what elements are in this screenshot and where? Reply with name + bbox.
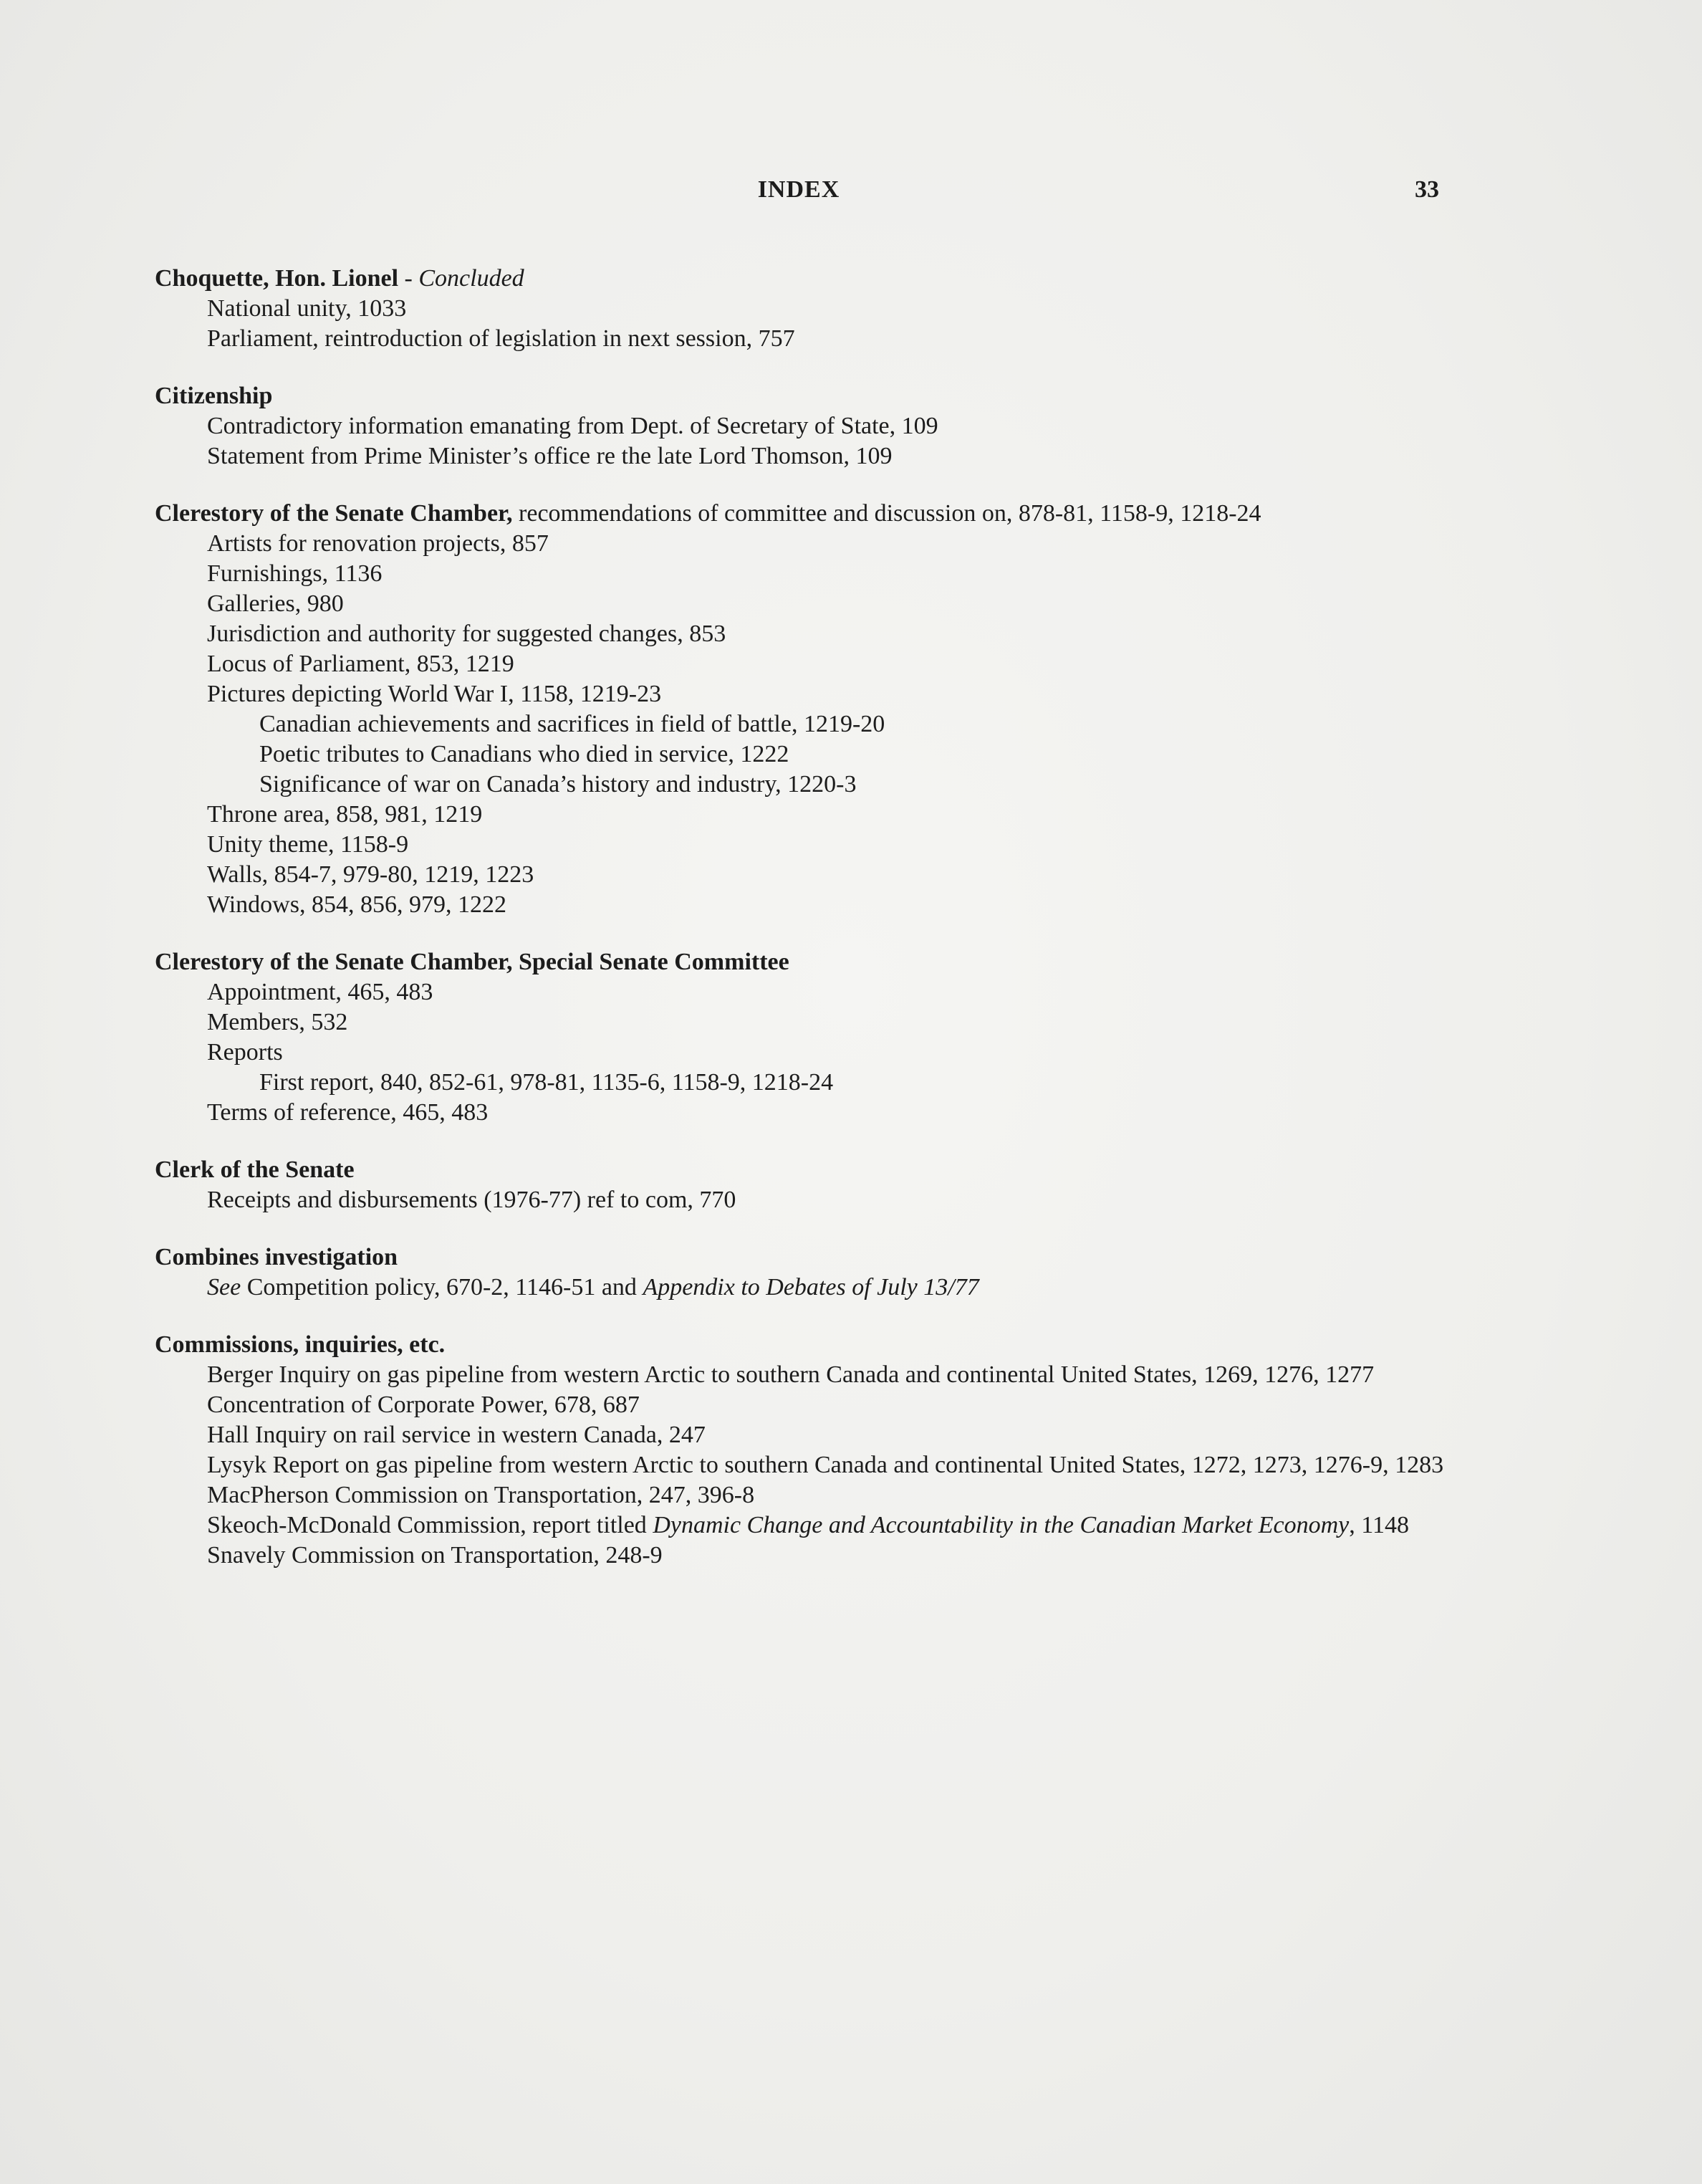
index-entry (155, 1510, 1451, 1541)
index-entry: Windows, 854, 856, 979, 1222 (207, 891, 506, 918)
index-entry: Terms of reference, 465, 483 (207, 1099, 489, 1126)
index-heading (155, 1242, 1451, 1273)
index-section (155, 1155, 1451, 1215)
index-entry: National unity, 1033 (207, 295, 407, 322)
index-entry: Unity theme, 1158-9 (207, 831, 409, 858)
entry-text-part: , 1148 (1349, 1512, 1410, 1538)
index-entry: Throne area, 858, 981, 1219 (207, 801, 483, 828)
index-entry: Walls, 854-7, 979-80, 1219, 1223 (207, 861, 534, 888)
index-entry: Appointment, 465, 483 (207, 979, 433, 1005)
index-entry: Parliament, reintroduction of legislation in next session, 757 (207, 325, 795, 352)
index-section (155, 947, 1451, 1128)
index-section (155, 264, 1451, 354)
heading-term: Clerestory of the Senate Chamber, Special Senate Committee (155, 949, 789, 975)
entry-text-part: Skeoch-McDonald Commission, report titled (207, 1512, 653, 1538)
index-section (155, 1242, 1451, 1303)
index-subentry: Canadian achievements and sacrifices in field of battle, 1219-20 (259, 711, 885, 737)
index-heading (155, 1330, 1451, 1360)
page-number: 33 (1415, 176, 1439, 203)
index-entry: Locus of Parliament, 853, 1219 (207, 651, 514, 677)
index-entry: Receipts and disbursements (1976-77) ref to com, 770 (207, 1187, 736, 1213)
heading-term: Clerestory of the Senate Chamber, (155, 500, 513, 527)
entry-text-part: See (207, 1274, 241, 1301)
index-entry: Furnishings, 1136 (207, 560, 383, 587)
heading-term: Combines investigation (155, 1244, 398, 1270)
index-subentry: Poetic tributes to Canadians who died in service, 1222 (259, 741, 789, 767)
index-heading (155, 381, 1451, 411)
heading-term: Clerk of the Senate (155, 1156, 355, 1183)
heading-detail: recommendations of committee and discussion on, 878-81, 1158-9, 1218-24 (512, 500, 1261, 527)
index-entry: Statement from Prime Minister’s office re the late Lord Thomson, 109 (207, 443, 893, 469)
index-entry: Lysyk Report on gas pipeline from western Arctic to southern Canada and continental United States, 1272, 1273, 1276-9, 1283 (207, 1452, 1444, 1478)
index-entry: Pictures depicting World War I, 1158, 1219-23 (207, 681, 662, 707)
index-subentry: First report, 840, 852-61, 978-81, 1135-6, 1158-9, 1218-24 (259, 1069, 834, 1096)
index-entry: Jurisdiction and authority for suggested changes, 853 (207, 621, 726, 647)
index-section (155, 381, 1451, 471)
index-entry: Members, 532 (207, 1009, 348, 1035)
index-entry: Reports (207, 1039, 283, 1065)
index-heading (155, 1155, 1451, 1185)
index-content (155, 264, 1451, 1598)
entry-text-part: Appendix to Debates of July 13/77 (643, 1274, 979, 1301)
index-entry: Concentration of Corporate Power, 678, 687 (207, 1392, 640, 1418)
index-entry: Snavely Commission on Transportation, 248-9 (207, 1542, 663, 1568)
index-entry: Hall Inquiry on rail service in western Canada, 247 (207, 1422, 706, 1448)
index-subentry: Significance of war on Canada’s history and industry, 1220-3 (259, 771, 857, 798)
page-header (0, 176, 1702, 219)
heading-detail: - (398, 265, 419, 292)
index-entry: MacPherson Commission on Transportation, 247, 396-8 (207, 1482, 755, 1508)
index-entry: Contradictory information emanating from Dept. of Secretary of State, 109 (207, 413, 938, 439)
heading-term: Choquette, Hon. Lionel (155, 265, 399, 292)
index-entry: Berger Inquiry on gas pipeline from western Arctic to southern Canada and continental United States, 1269, 1276, 1277 (207, 1361, 1375, 1388)
index-entry (155, 1273, 1451, 1303)
index-entry: Galleries, 980 (207, 590, 344, 617)
heading-note: Concluded (418, 265, 524, 292)
index-section (155, 499, 1451, 920)
index-section (155, 1330, 1451, 1571)
page-title: INDEX (757, 176, 840, 203)
index-heading (155, 947, 1451, 977)
entry-text-part: Competition policy, 670-2, 1146-51 and (241, 1274, 643, 1301)
index-heading (155, 499, 1451, 529)
heading-term: Commissions, inquiries, etc. (155, 1331, 446, 1358)
entry-text-part: Dynamic Change and Accountability in the Canadian Market Economy (653, 1512, 1350, 1538)
index-heading (155, 264, 1451, 294)
heading-term: Citizenship (155, 383, 273, 409)
index-entry: Artists for renovation projects, 857 (207, 530, 549, 557)
